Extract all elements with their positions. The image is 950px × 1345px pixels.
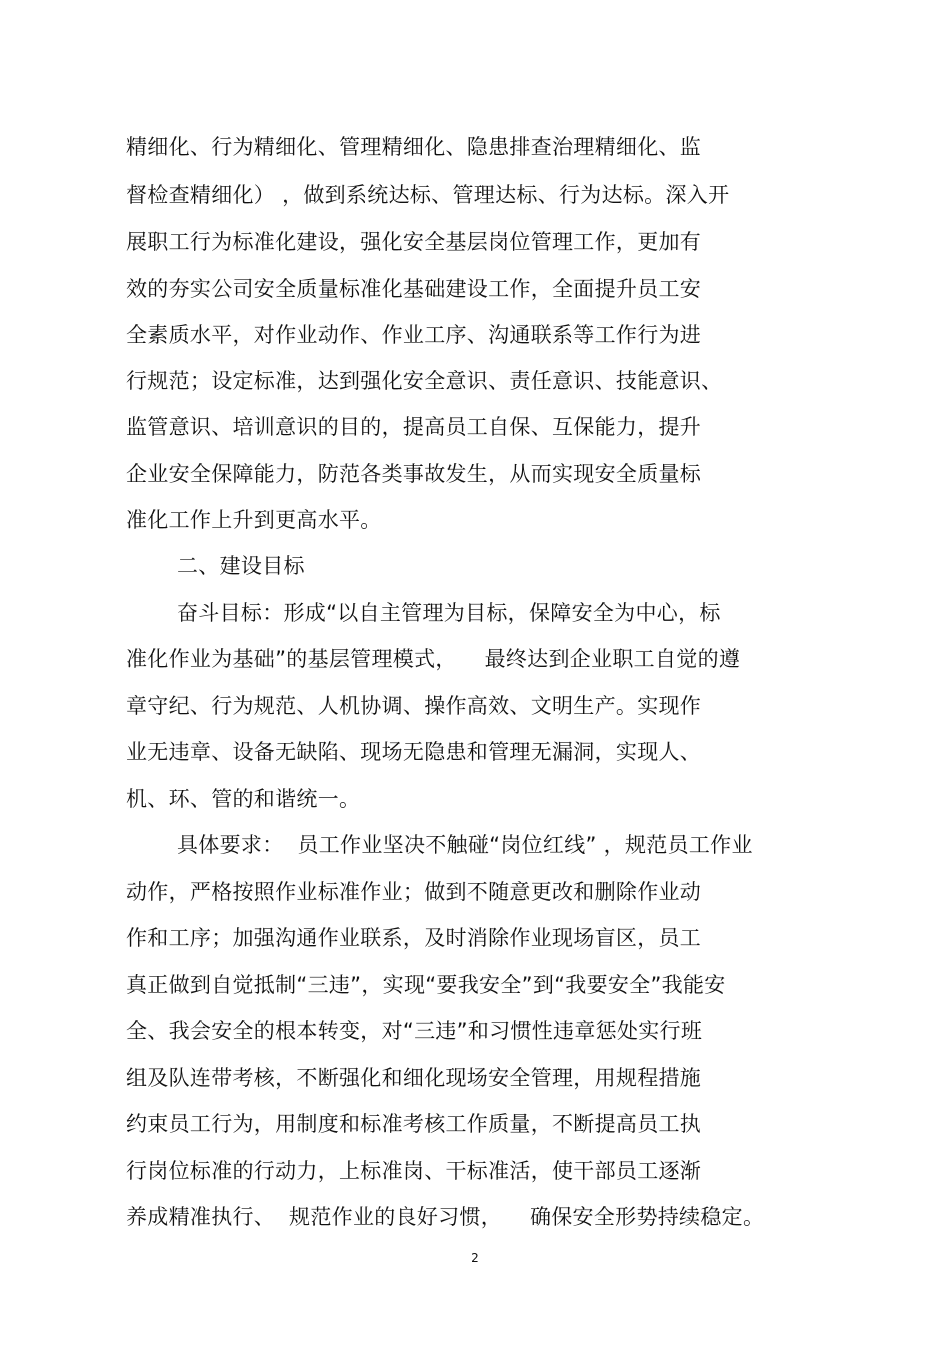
text-line-6: 行规范；设定标准，达到强化安全意识、责任意识、技能意识、: [126, 369, 723, 393]
text-line-15: 机、环、管的和谐统一。: [126, 787, 361, 811]
text-line-20: 全、我会安全的根本转变，对“三违”和习惯性违章惩处实行班: [126, 1019, 703, 1043]
text-line-3: 展职工行为标准化建设，强化安全基层岗位管理工作，更加有: [126, 230, 702, 254]
text-line-16: 具体要求： 员工作业坚决不触碰“岗位红线” ，规范员工作业: [177, 833, 753, 857]
text-line-18: 作和工序；加强沟通作业联系，及时消除作业现场盲区，员工: [126, 926, 702, 950]
text-line-11: 奋斗目标：形成“以自主管理为目标，保障安全为中心，标: [177, 601, 721, 625]
text-line-17: 动作，严格按照作业标准作业；做到不随意更改和删除作业动: [126, 880, 702, 904]
text-line-2: 督检查精细化） ，做到系统达标、管理达标、行为达标。深入开: [126, 183, 730, 207]
text-line-5: 全素质水平，对作业动作、作业工序、沟通联系等工作行为进: [126, 323, 702, 347]
text-line-8: 企业安全保障能力，防范各类事故发生，从而实现安全质量标: [126, 462, 702, 486]
text-line-23: 行岗位标准的行动力，上标准岗、干标准活，使干部员工逐渐: [126, 1159, 702, 1183]
text-line-9: 准化工作上升到更高水平。: [126, 508, 382, 532]
text-line-7: 监管意识、培训意识的目的，提高员工自保、互保能力，提升: [126, 415, 702, 439]
text-line-22: 约束员工行为，用制度和标准考核工作质量，不断提高员工执: [126, 1112, 702, 1136]
text-line-4: 效的夯实公司安全质量标准化基础建设工作，全面提升员工安: [126, 277, 702, 301]
text-line-21: 组及队连带考核，不断强化和细化现场安全管理，用规程措施: [126, 1066, 702, 1090]
page-number: 2: [471, 1251, 479, 1265]
text-line-19: 真正做到自觉抵制“三违”，实现“要我安全”到“我要安全”我能安: [126, 973, 726, 997]
text-line-14: 业无违章、设备无缺陷、现场无隐患和管理无漏洞，实现人、: [126, 740, 702, 764]
text-line-1: 精细化、行为精细化、管理精细化、隐患排查治理精细化、监: [126, 135, 702, 159]
section-heading: 二、建设目标: [177, 554, 305, 578]
text-line-12: 准化作业为基础”的基层管理模式， 最终达到企业职工自觉的遵: [126, 647, 741, 671]
text-line-13: 章守纪、行为规范、人机协调、操作高效、文明生产。实现作: [126, 694, 702, 718]
text-line-24: 养成精准执行、 规范作业的良好习惯， 确保安全形势持续稳定。: [126, 1205, 765, 1229]
